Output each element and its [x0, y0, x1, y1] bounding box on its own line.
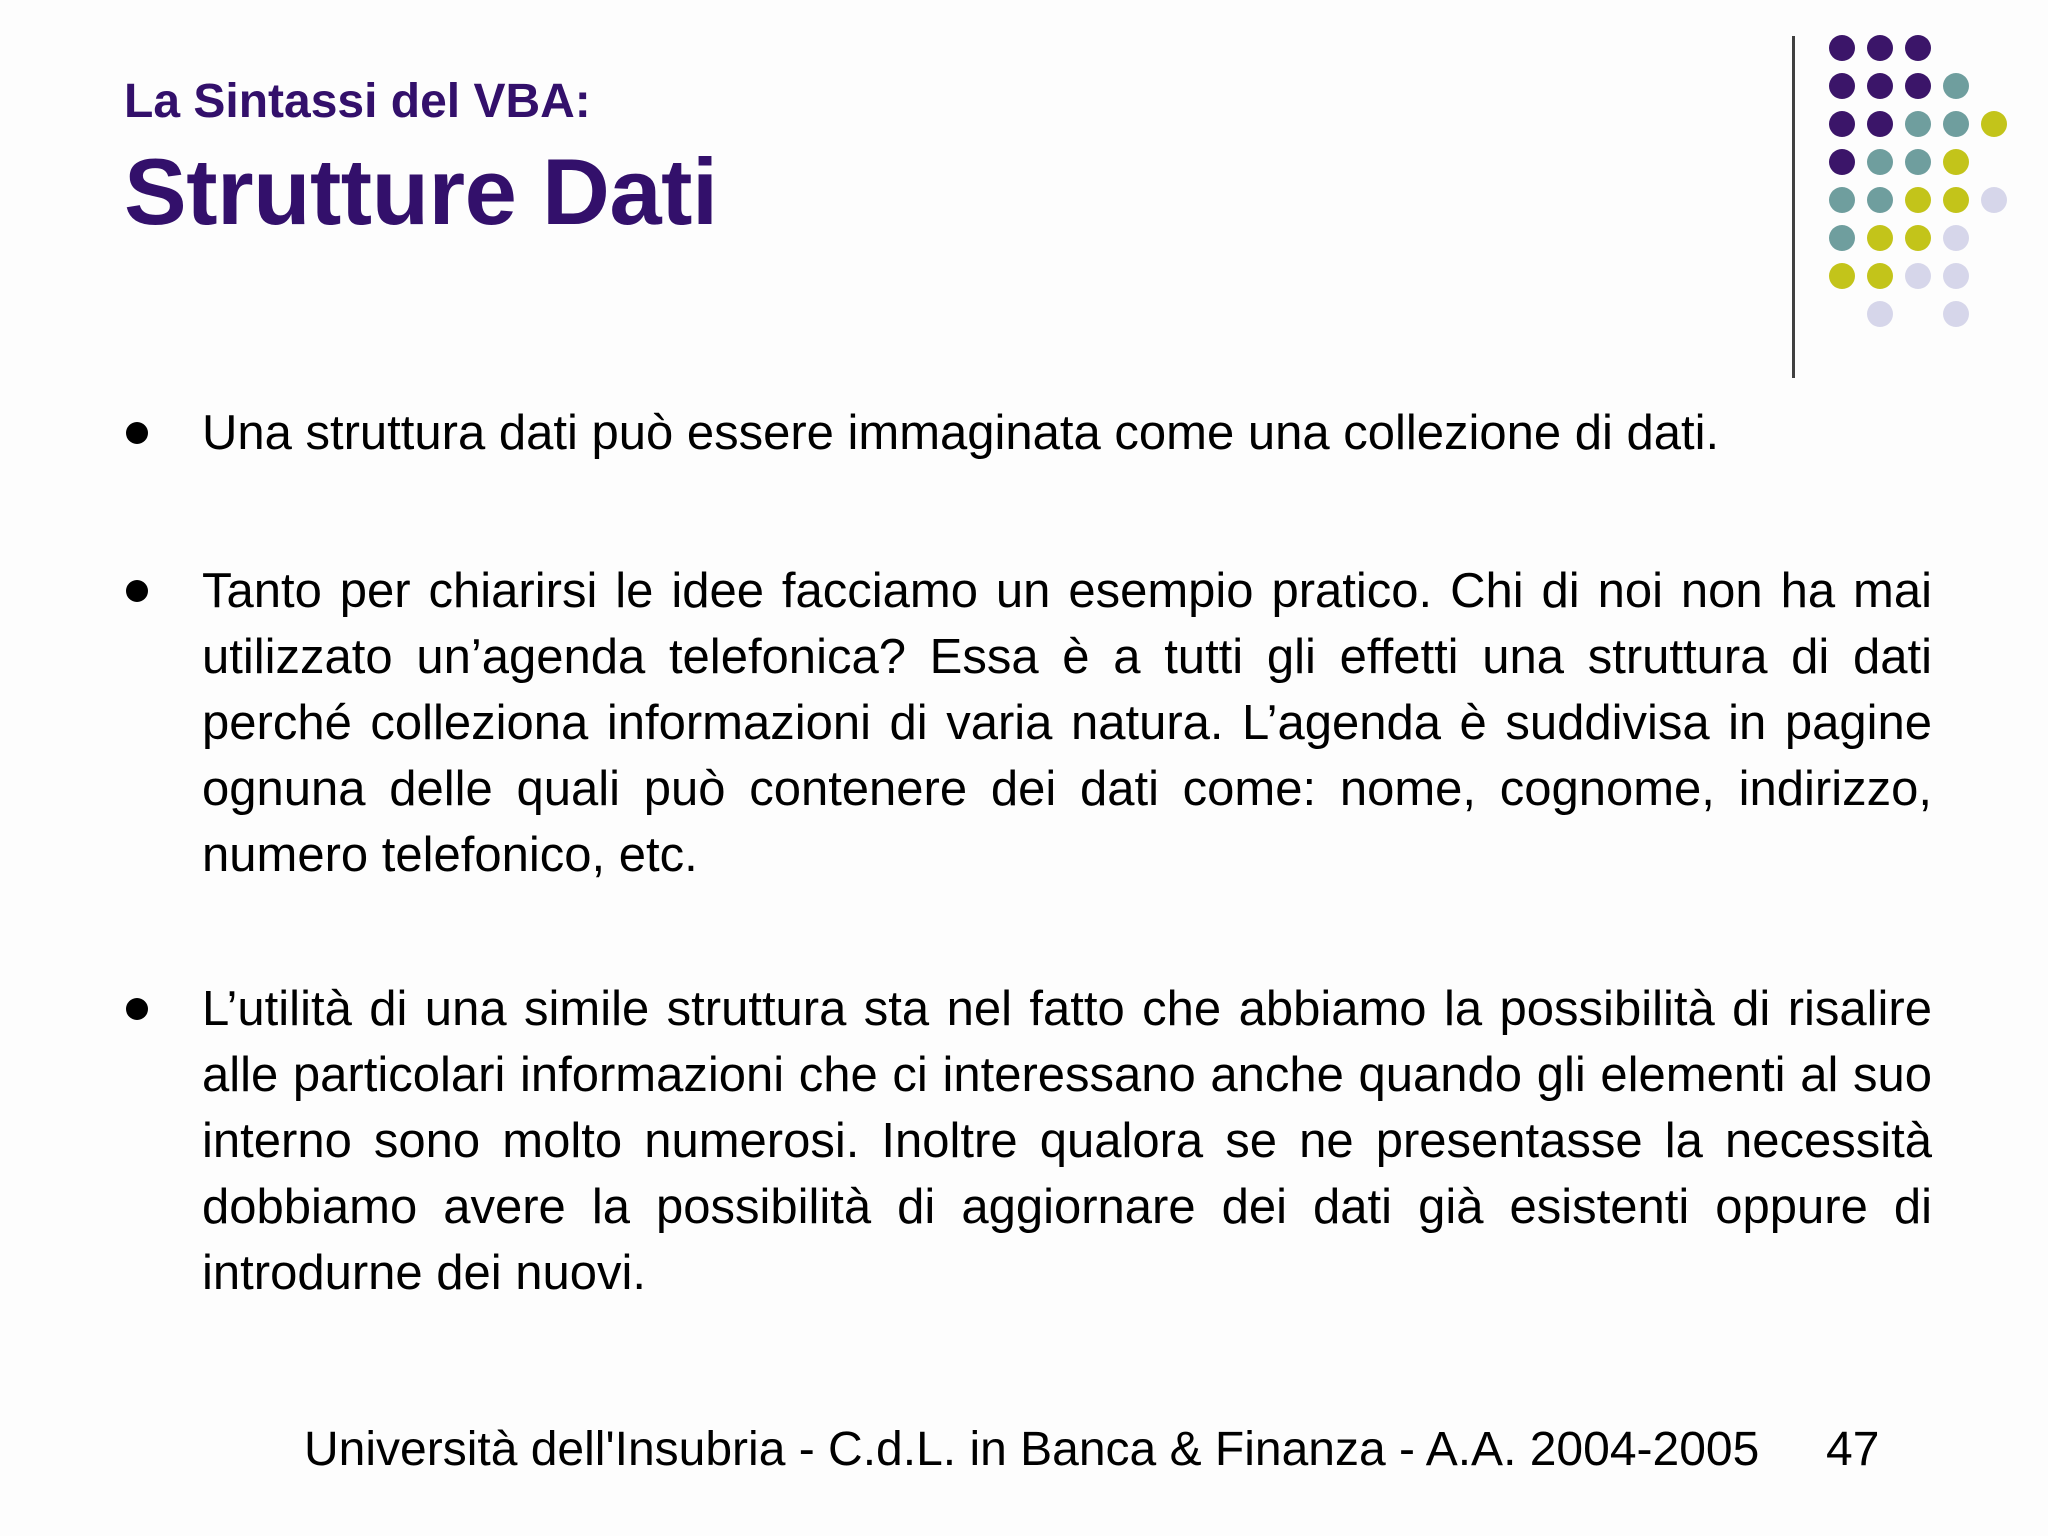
- decorative-dot: [1905, 35, 1931, 61]
- decorative-dot: [1829, 149, 1855, 175]
- decorative-dot: [1829, 187, 1855, 213]
- decorative-dot: [1943, 301, 1969, 327]
- slide-title: Strutture Dati: [124, 139, 718, 244]
- decorative-dot: [1867, 225, 1893, 251]
- bullet-text: Tanto per chiarirsi le idee facciamo un esempio pratico. Chi di noi non ha mai utilizzato un’agenda telefonica? Essa è a tutti gli effetti una struttura di dati perché colleziona informazioni di varia natura. L’agenda è suddivisa in pagine ognuna delle quali può contenere dei dati come: nome, cognome, indirizzo, numero telefonico, etc.: [202, 564, 1932, 882]
- decorative-dot: [1981, 111, 2007, 137]
- bullet-text: L’utilità di una simile struttura sta nel fatto che abbiamo la possibilità di risalire alle particolari informazioni che ci interessano anche quando gli elementi al suo interno sono molto numerosi. Inoltre qualora se ne presentasse la necessità dobbiamo avere la possibilità di aggiornare dei dati già esistenti oppure di introdurne dei nuovi.: [202, 982, 1932, 1300]
- bullet-icon: [126, 580, 148, 602]
- page-number: 47: [1826, 1423, 1880, 1476]
- decorative-dot: [1905, 149, 1931, 175]
- decorative-dot: [1943, 149, 1969, 175]
- bullet-icon: [126, 422, 148, 444]
- decorative-dot: [1943, 73, 1969, 99]
- decorative-dot: [1829, 111, 1855, 137]
- slide-footer: Università dell'Insubria - C.d.L. in Banca & Finanza - A.A. 2004-2005: [304, 1423, 1760, 1476]
- decorative-dot: [1943, 187, 1969, 213]
- decorative-dot: [1905, 111, 1931, 137]
- decorative-divider: [1792, 36, 1795, 378]
- decorative-dot: [1867, 111, 1893, 137]
- decorative-dot: [1829, 35, 1855, 61]
- decorative-dot: [1905, 187, 1931, 213]
- decorative-dot: [1829, 225, 1855, 251]
- slide-subtitle: La Sintassi del VBA:: [124, 75, 591, 128]
- decorative-dot: [1867, 35, 1893, 61]
- decorative-dot: [1905, 225, 1931, 251]
- decorative-dot: [1981, 187, 2007, 213]
- decorative-dot: [1867, 263, 1893, 289]
- bullet-text: Una struttura dati può essere immaginata come una collezione di dati.: [202, 406, 1720, 460]
- bullet-icon: [126, 998, 148, 1020]
- decorative-dot: [1867, 149, 1893, 175]
- decorative-dot: [1905, 73, 1931, 99]
- decorative-dot: [1943, 263, 1969, 289]
- decorative-dot: [1867, 187, 1893, 213]
- decorative-dot: [1905, 263, 1931, 289]
- decorative-dot: [1943, 111, 1969, 137]
- decorative-dot: [1943, 225, 1969, 251]
- decorative-dot: [1829, 73, 1855, 99]
- decorative-dot: [1829, 263, 1855, 289]
- decorative-dot: [1867, 73, 1893, 99]
- decorative-dot: [1867, 301, 1893, 327]
